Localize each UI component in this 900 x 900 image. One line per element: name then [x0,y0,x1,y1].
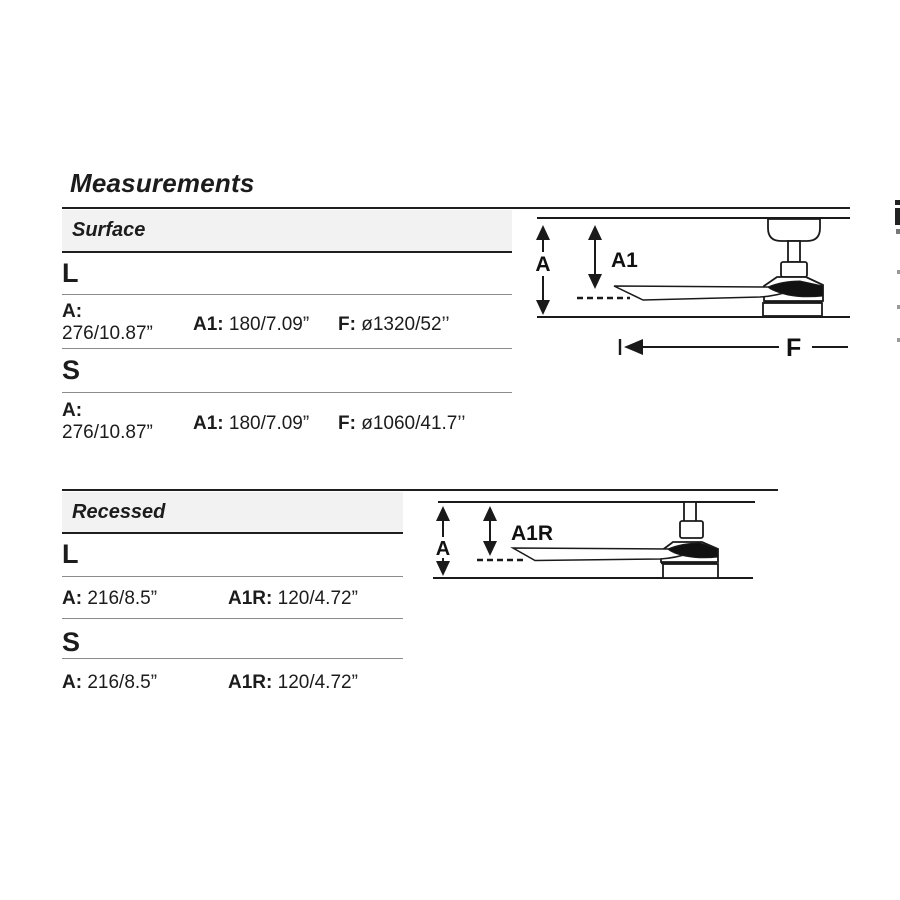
dimension-label-a: A [535,253,551,276]
measurement-a-value: 216/8.5” [87,588,158,609]
cutoff-fragment [896,229,900,234]
measurement-a [62,301,153,345]
fan-bottom-cylinder [663,564,718,578]
surface-mounting-diagram [530,195,875,365]
page-title: Measurements [70,168,255,198]
measurement-a1-label: A1: [193,413,224,434]
measurement-a [62,588,157,610]
fan-mount-block [680,521,703,538]
recessed-header-label: Recessed [72,500,166,523]
surface-header-band [62,210,512,251]
measurement-a1-value: 180/7.09” [228,413,310,434]
fan-downrod [684,502,696,522]
measurement-a1 [193,413,309,435]
dimension-label-f: F [786,334,802,362]
surface-header-bottom-rule [62,251,512,253]
measurement-a1r [228,588,358,610]
measurement-a [62,400,153,444]
measurement-f-value: ø1060/41.7’’ [361,413,466,434]
row-rule [62,576,403,577]
row-rule [62,618,403,619]
measurement-a [62,672,157,694]
measurement-f [338,314,450,336]
recessed-header-bottom-rule [62,532,403,534]
ceiling-fan-drawing [614,219,823,316]
measurement-f-value: ø1320/52’’ [361,314,450,335]
measurement-a1 [193,314,309,336]
row-rule [62,348,512,349]
dimension-arrow-a [535,225,550,315]
row-rule [62,294,512,295]
fan-blade [513,548,690,561]
dimension-label-a1r: A1R [511,522,554,545]
fan-bottom-cylinder [763,303,822,316]
fan-canopy [768,219,820,241]
recessed-variant-size: S [62,627,81,657]
measurement-f-label: F: [338,413,356,434]
measurement-a-value: 276/10.87” [62,323,153,344]
recessed-mounting-diagram [425,485,770,590]
surface-variant-size: L [62,258,79,288]
surface-variant-size: S [62,355,81,385]
measurement-a-label: A: [62,672,83,693]
measurement-a1-label: A1: [193,314,224,335]
measurement-a1r-label: A1R: [228,588,273,609]
recessed-variant-size: L [62,539,79,569]
measurement-f-label: F: [338,314,356,335]
measurement-a-label: A: [62,400,83,421]
measurement-a-label: A: [62,301,83,322]
row-rule [62,658,403,659]
measurement-f [338,413,465,435]
dimension-label-a: A [435,538,451,560]
dimension-arrow-a [436,506,450,576]
measurement-a1r-value: 120/4.72” [277,672,358,693]
measurement-a1r [228,672,358,694]
fan-mount-block [781,262,807,277]
fan-downrod [788,241,800,262]
measurement-a-value: 216/8.5” [87,672,158,693]
measurement-a-value: 276/10.87” [62,422,153,443]
dimension-label-a1: A1 [611,249,638,272]
measurement-a1-value: 180/7.09” [228,314,310,335]
cutoff-fragment [895,200,900,205]
surface-header-label: Surface [72,219,146,241]
measurement-a1r-value: 120/4.72” [277,588,358,609]
cutoff-fragment [895,208,900,225]
measurement-a1r-label: A1R: [228,672,273,693]
dimension-arrow-f [620,334,848,362]
dimension-arrow-a1 [588,225,638,289]
measurement-a-label: A: [62,588,83,609]
row-rule [62,392,512,393]
recessed-header-band [62,492,403,532]
